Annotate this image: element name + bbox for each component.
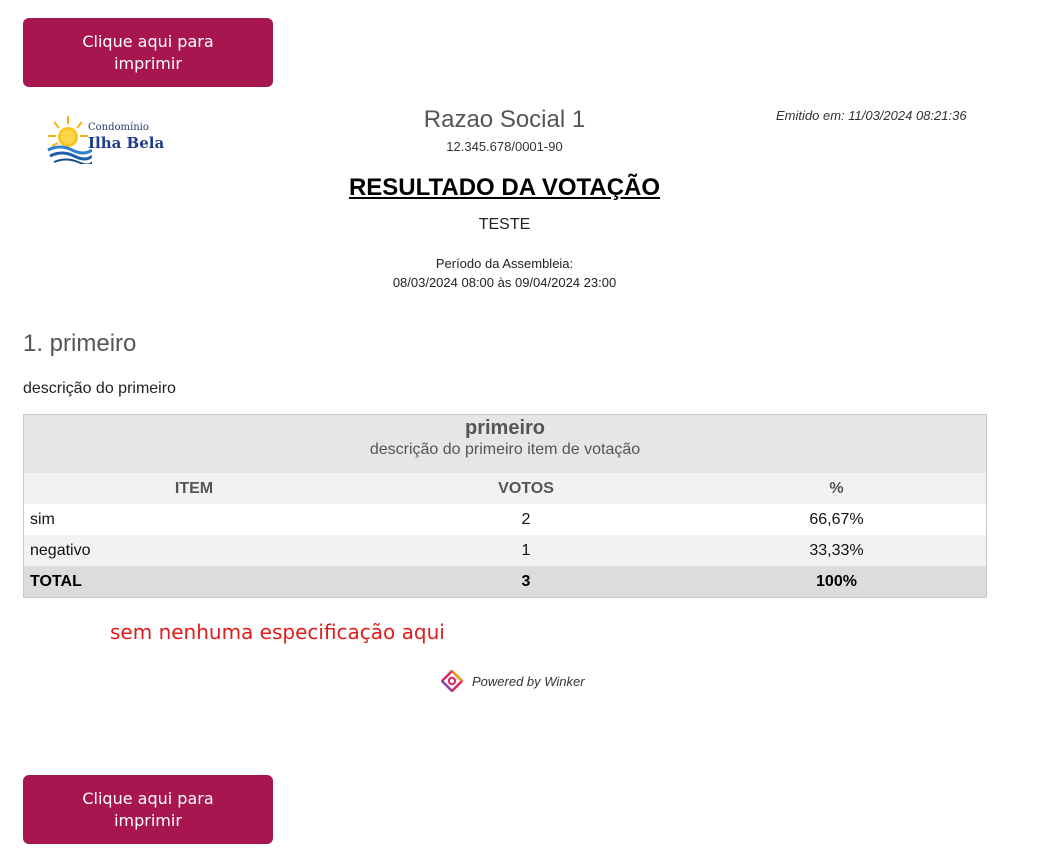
row-votes: 1 <box>365 535 687 566</box>
row-percent: 33,33% <box>687 535 987 566</box>
winker-logo-icon <box>441 670 463 692</box>
total-label: TOTAL <box>24 566 366 598</box>
row-votes: 2 <box>365 504 687 535</box>
print-button-top[interactable]: Clique aqui para imprimir <box>23 18 273 87</box>
table-title: primeiro <box>24 415 987 442</box>
logo-line-2: Ilha Bela <box>88 134 165 152</box>
vote-results-table <box>23 414 987 598</box>
row-item: negativo <box>24 535 366 566</box>
section-title: 1. primeiro <box>23 330 137 357</box>
table-total-row <box>24 566 987 598</box>
report-subtitle: TESTE <box>478 216 531 233</box>
section-description: descrição do primeiro <box>23 380 176 397</box>
emitted-timestamp: Emitido em: 11/03/2024 08:21:36 <box>776 108 967 123</box>
table-row <box>24 504 987 535</box>
column-header-item: ITEM <box>24 473 366 504</box>
table-row <box>24 535 987 566</box>
logo-line-1: Condomínio <box>88 122 149 133</box>
print-button-bottom[interactable]: Clique aqui para imprimir <box>23 775 273 844</box>
column-header-percent: % <box>687 473 987 504</box>
row-item: sim <box>24 504 366 535</box>
table-description: descrição do primeiro item de votação <box>24 441 987 473</box>
report-title: RESULTADO DA VOTAÇÃO <box>348 174 661 201</box>
total-votes: 3 <box>365 566 687 598</box>
company-name: Razao Social 1 <box>423 106 586 133</box>
powered-by-footer <box>441 670 585 692</box>
assembly-period-value: 08/03/2024 08:00 às 09/04/2024 23:00 <box>392 275 617 290</box>
total-percent: 100% <box>687 566 987 598</box>
no-specification-notice: sem nenhuma especificação aqui <box>110 620 445 644</box>
assembly-period-label: Período da Assembleia: <box>435 256 574 271</box>
company-cnpj: 12.345.678/0001-90 <box>446 139 563 154</box>
powered-by-text: Powered by Winker <box>472 673 585 689</box>
row-percent: 66,67% <box>687 504 987 535</box>
column-header-votes: VOTOS <box>365 473 687 504</box>
